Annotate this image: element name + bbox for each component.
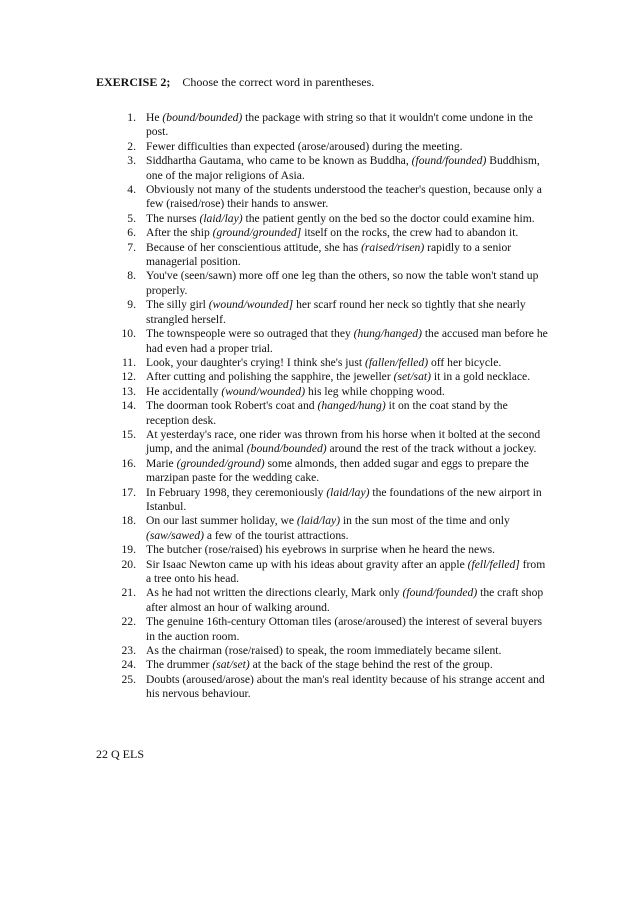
exercise-item: [112, 356, 552, 370]
word-choice-options: (wound/wounded): [221, 384, 306, 398]
item-text: [146, 486, 542, 513]
exercise-item: [112, 183, 552, 212]
sentence-fragment: Siddhartha Gautama, who came to be known as Buddha,: [146, 154, 412, 168]
sentence-fragment: the package with string so that it wouldn't come undone in the post.: [146, 111, 533, 139]
sentence-fragment: The silly girl: [146, 298, 209, 312]
word-choice-options: (laid/lay): [199, 211, 243, 225]
sentence-fragment: Sir Isaac Newton came up with his ideas about gravity after an apple: [146, 557, 468, 571]
exercise-item: [112, 140, 552, 154]
item-text: [146, 586, 543, 613]
item-number: 12.: [121, 370, 136, 384]
item-number: 3.: [127, 154, 136, 168]
exercise-heading: [96, 74, 374, 90]
item-text: [146, 226, 518, 239]
sentence-fragment: As he had not written the directions clearly, Mark only: [146, 586, 403, 600]
sentence-fragment: itself on the rocks, the crew had to abandon it.: [301, 226, 519, 240]
item-text: [146, 399, 508, 426]
word-choice-options: (set/sat): [393, 370, 431, 384]
item-number: 5.: [127, 211, 136, 225]
item-number: 2.: [127, 139, 136, 153]
exercise-item: [112, 111, 552, 140]
word-choice-options: (wound/wounded]: [208, 298, 294, 312]
word-choice-options: (bound/bounded): [246, 442, 327, 456]
word-choice-options: (laid/lay): [296, 514, 341, 528]
sentence-fragment: As the chairman (rose/raised) to speak, the room immediately became silent.: [146, 644, 502, 658]
sentence-fragment: a few of the tourist attractions.: [203, 528, 349, 542]
sentence-fragment: He: [146, 111, 163, 124]
sentence-fragment: some almonds, then added sugar and eggs to prepare the marzipan paste for the wedding cake.: [146, 456, 529, 485]
exercise-title: EXERCISE 2;: [96, 75, 171, 89]
sentence-fragment: You've (seen/sawn) more off one leg than the others, so now the table won't stand up properly.: [146, 269, 539, 297]
item-text: [146, 298, 526, 325]
item-text: [146, 356, 501, 369]
item-number: 24.: [121, 658, 136, 672]
sentence-fragment: from a tree onto his head.: [146, 557, 546, 585]
word-choice-options: (sat/set): [212, 658, 250, 672]
item-text: [146, 183, 542, 210]
item-text: [146, 111, 533, 138]
word-choice-options: (raised/risen): [361, 240, 425, 254]
word-choice-options: (bound/bounded): [162, 111, 243, 124]
item-number: 7.: [127, 240, 136, 254]
exercise-item: [112, 154, 552, 183]
sentence-fragment: it on the coat stand by the reception desk.: [146, 399, 508, 427]
item-number: 22.: [121, 615, 136, 629]
item-text: [146, 457, 529, 484]
exercise-item: [112, 241, 552, 270]
item-text: [146, 140, 463, 153]
exercise-item: [112, 298, 552, 327]
sentence-fragment: Marie: [146, 456, 177, 470]
exercise-item: [112, 457, 552, 486]
exercise-item: [112, 558, 552, 587]
exercise-item: [112, 385, 552, 399]
item-number: 4.: [127, 183, 136, 197]
sentence-fragment: off her bicycle.: [428, 355, 502, 369]
sentence-fragment: Obviously not many of the students understood the teacher's question, because only a few (raised/rose) their hands to answer.: [146, 183, 542, 211]
sentence-fragment: at the back of the stage behind the rest of the group.: [249, 658, 493, 672]
sentence-fragment: The townspeople were so outraged that they: [146, 327, 354, 341]
exercise-item: [112, 370, 552, 384]
word-choice-options: (found/founded): [402, 586, 478, 600]
sentence-fragment: At yesterday's race, one rider was thrown from his horse when it bolted at the second jump, and the animal: [146, 427, 541, 456]
item-text: [146, 615, 542, 642]
item-number: 13.: [121, 384, 136, 398]
item-number: 11.: [121, 355, 136, 369]
item-text: [146, 558, 545, 585]
sentence-fragment: the foundations of the new airport in Istanbul.: [146, 485, 542, 513]
sentence-fragment: rapidly to a senior managerial position.: [146, 240, 512, 269]
word-choice-options: (saw/sawed): [146, 528, 204, 542]
exercise-item: [112, 428, 552, 457]
item-text: [146, 327, 548, 354]
sentence-fragment: his leg while chopping wood.: [305, 384, 445, 398]
item-text: [146, 212, 535, 225]
word-choice-options: (hanged/hung): [317, 399, 386, 413]
exercise-item: [112, 586, 552, 615]
exercise-item: [112, 212, 552, 226]
item-number: 17.: [121, 485, 136, 499]
item-text: [146, 241, 511, 268]
word-choice-options: (ground/grounded]: [212, 226, 302, 240]
item-number: 20.: [121, 557, 136, 571]
exercise-instruction: Choose the correct word in parentheses.: [182, 75, 375, 89]
item-text: [146, 269, 538, 296]
sentence-fragment: Doubts (aroused/arose) about the man's real identity because of his strange accent and his nervous behaviour.: [146, 672, 545, 701]
sentence-fragment: the craft shop after almost an hour of walking around.: [146, 586, 544, 614]
sentence-fragment: After cutting and polishing the sapphire, the jeweller: [146, 370, 394, 384]
item-number: 6.: [127, 226, 136, 240]
word-choice-options: (hung/hanged): [353, 327, 422, 341]
item-text: [146, 658, 493, 671]
exercise-item: [112, 269, 552, 298]
item-number: 18.: [121, 514, 136, 528]
item-number: 16.: [121, 456, 136, 470]
item-text: [146, 428, 540, 455]
exercise-item: [112, 486, 552, 515]
sentence-fragment: it in a gold necklace.: [430, 370, 531, 384]
sentence-fragment: The butcher (rose/raised) his eyebrows in surprise when he heard the news.: [146, 543, 495, 557]
sentence-fragment: The doorman took Robert's coat and: [146, 399, 318, 413]
item-number: 10.: [121, 327, 136, 341]
item-number: 8.: [127, 269, 136, 283]
item-text: [146, 370, 530, 383]
item-number: 19.: [121, 543, 136, 557]
exercise-item: [112, 327, 552, 356]
item-number: 14.: [121, 399, 136, 413]
item-number: 1.: [127, 111, 136, 124]
word-choice-options: (fell/felled]: [467, 557, 520, 571]
sentence-fragment: the patient gently on the bed so the doctor could examine him.: [242, 211, 535, 225]
exercise-item: [112, 673, 552, 702]
sentence-fragment: the accused man before he had even had a proper trial.: [146, 327, 548, 355]
item-text: [146, 514, 510, 541]
word-choice-options: (fallen/felled): [364, 355, 429, 369]
item-text: [146, 644, 501, 657]
exercise-item: [112, 399, 552, 428]
item-number: 9.: [127, 298, 136, 312]
sentence-fragment: He accidentally: [146, 384, 222, 398]
exercise-item: [112, 543, 552, 557]
sentence-fragment: After the ship: [146, 226, 213, 240]
item-text: [146, 673, 545, 700]
sentence-fragment: Fewer difficulties than expected (arose/aroused) during the meeting.: [146, 139, 463, 153]
exercise-list: [112, 111, 552, 702]
sentence-fragment: Look, your daughter's crying! I think she's just: [146, 355, 365, 369]
sentence-fragment: Buddhism, one of the major religions of Asia.: [146, 154, 540, 182]
sentence-fragment: Because of her conscientious attitude, she has: [146, 240, 362, 254]
exercise-item: [112, 514, 552, 543]
exercise-item: [112, 658, 552, 672]
item-number: 23.: [121, 644, 136, 658]
sentence-fragment: in the sun most of the time and only: [340, 514, 510, 528]
word-choice-options: (grounded/ground): [176, 456, 265, 470]
item-number: 15.: [121, 427, 136, 441]
word-choice-options: (found/founded): [411, 154, 487, 168]
item-number: 21.: [121, 586, 136, 600]
sentence-fragment: The genuine 16th-century Ottoman tiles (arose/aroused) the interest of several buyers in the auction room.: [146, 615, 542, 643]
item-text: [146, 385, 445, 398]
sentence-fragment: around the rest of the track without a jockey.: [326, 442, 537, 456]
sentence-fragment: her scarf round her neck so tightly that she nearly strangled herself.: [146, 298, 526, 326]
exercise-item: [112, 226, 552, 240]
exercise-item: [112, 644, 552, 658]
sentence-fragment: On our last summer holiday, we: [146, 514, 297, 528]
sentence-fragment: The nurses: [146, 211, 200, 225]
sentence-fragment: In February 1998, they ceremoniously: [146, 485, 327, 499]
item-number: 25.: [121, 672, 136, 686]
sentence-fragment: The drummer: [146, 658, 213, 672]
word-choice-options: (laid/lay): [326, 485, 370, 499]
item-text: [146, 543, 495, 556]
item-text: [146, 154, 540, 181]
page-footer: 22 Q ELS: [96, 747, 144, 761]
exercise-item: [112, 615, 552, 644]
